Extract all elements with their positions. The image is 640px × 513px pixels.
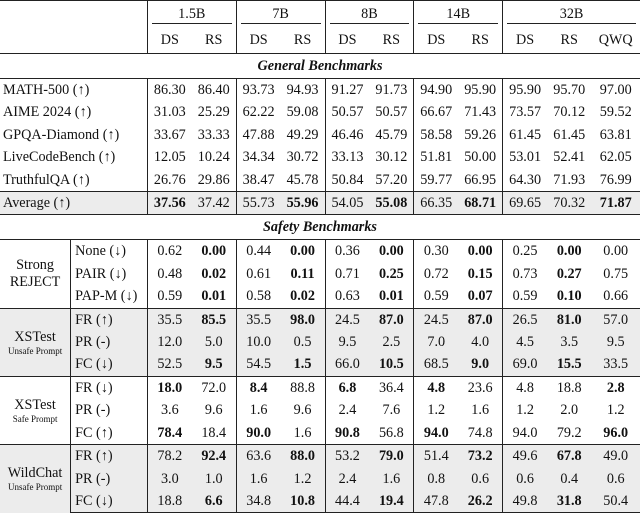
value-cell: 0.01 bbox=[201, 288, 227, 305]
group-title: WildChat bbox=[7, 465, 63, 482]
value-cell: 0.6 bbox=[503, 468, 547, 490]
value-cell: 94.90 bbox=[414, 79, 458, 102]
value-cell: 3.6 bbox=[147, 399, 191, 421]
value-cell: 0.4 bbox=[547, 468, 591, 490]
value-cell: 10.24 bbox=[197, 149, 230, 166]
value-cell: 30.72 bbox=[286, 149, 319, 166]
value-cell: 33.33 bbox=[197, 126, 230, 143]
value-cell: 4.5 bbox=[503, 331, 547, 353]
value-cell: 24.5 bbox=[414, 308, 458, 331]
value-cell: 58.58 bbox=[414, 124, 458, 146]
corner-cell bbox=[0, 1, 147, 28]
value-cell: 66.67 bbox=[414, 101, 458, 123]
value-cell: 94.0 bbox=[414, 422, 458, 445]
value-cell: 0.36 bbox=[325, 240, 369, 263]
value-cell: 91.27 bbox=[325, 79, 369, 102]
metric-label: PAIR (↓) bbox=[71, 263, 148, 285]
value-cell: 0.00 bbox=[591, 240, 640, 263]
value-cell: 64.30 bbox=[503, 169, 547, 192]
group-label bbox=[0, 445, 71, 513]
value-cell: 47.8 bbox=[414, 490, 458, 513]
value-cell: 24.5 bbox=[325, 308, 369, 331]
value-cell: 9.0 bbox=[458, 353, 502, 376]
value-cell: 62.22 bbox=[236, 101, 280, 123]
value-cell: 53.2 bbox=[325, 445, 369, 468]
metric-label: FC (↓) bbox=[71, 490, 148, 513]
group-label bbox=[0, 240, 71, 308]
value-cell: 52.41 bbox=[553, 149, 586, 166]
method-header: DS bbox=[325, 27, 369, 54]
value-cell: 55.96 bbox=[281, 192, 325, 215]
group-title: Strong bbox=[16, 257, 54, 274]
value-cell: 50.4 bbox=[591, 490, 640, 513]
value-cell: 59.26 bbox=[464, 126, 497, 143]
value-cell: 0.00 bbox=[547, 240, 591, 263]
metric-label: PR (-) bbox=[71, 468, 148, 490]
value-cell: 0.75 bbox=[603, 265, 629, 282]
value-cell: 44.4 bbox=[325, 490, 369, 513]
value-cell: 15.5 bbox=[547, 353, 591, 376]
value-cell: 0.63 bbox=[325, 285, 369, 308]
value-cell: 30.12 bbox=[375, 149, 408, 166]
value-cell: 0.6 bbox=[591, 468, 640, 490]
value-cell: 9.5 bbox=[591, 331, 640, 353]
value-cell: 71.93 bbox=[553, 171, 586, 188]
section-title: Safety Benchmarks bbox=[0, 215, 640, 240]
value-cell: 0.10 bbox=[556, 288, 582, 305]
value-cell: 45.78 bbox=[286, 171, 319, 188]
value-cell: 68.5 bbox=[414, 353, 458, 376]
value-cell: 0.25 bbox=[378, 265, 404, 282]
model-size-label: 14B bbox=[418, 5, 498, 24]
value-cell: 0.00 bbox=[458, 240, 502, 263]
average-label: Average (↑) bbox=[0, 192, 147, 215]
value-cell: 49.8 bbox=[503, 490, 547, 513]
value-cell: 59.77 bbox=[414, 169, 458, 192]
value-cell: 88.8 bbox=[281, 376, 325, 399]
value-cell: 29.86 bbox=[197, 171, 230, 188]
value-cell: 26.76 bbox=[147, 169, 191, 192]
value-cell: 95.70 bbox=[547, 79, 591, 102]
value-cell: 45.79 bbox=[375, 126, 408, 143]
value-cell: 7.6 bbox=[382, 402, 401, 419]
value-cell: 71.43 bbox=[464, 104, 497, 121]
value-cell: 0.62 bbox=[147, 240, 191, 263]
value-cell: 9.5 bbox=[192, 353, 236, 376]
value-cell: 95.90 bbox=[458, 79, 502, 102]
value-cell: 0.02 bbox=[290, 288, 315, 305]
value-cell: 35.5 bbox=[236, 308, 280, 331]
section-title: General Benchmarks bbox=[257, 58, 383, 74]
value-cell: 7.0 bbox=[414, 331, 458, 353]
value-cell: 85.5 bbox=[192, 308, 236, 331]
value-cell: 34.8 bbox=[236, 490, 280, 513]
value-cell: 79.2 bbox=[556, 424, 582, 441]
value-cell: 4.8 bbox=[414, 376, 458, 399]
value-cell: 0.5 bbox=[281, 331, 325, 353]
value-cell: 52.5 bbox=[147, 353, 191, 376]
value-cell: 0.59 bbox=[503, 285, 547, 308]
value-cell: 1.6 bbox=[369, 468, 413, 490]
value-cell: 95.90 bbox=[503, 79, 547, 102]
value-cell: 31.8 bbox=[547, 490, 591, 513]
value-cell: 50.57 bbox=[325, 101, 369, 123]
benchmark-name: MATH-500 (↑) bbox=[0, 79, 147, 102]
value-cell: 1.0 bbox=[192, 468, 236, 490]
value-cell: 86.40 bbox=[192, 79, 236, 102]
value-cell: 49.6 bbox=[503, 445, 547, 468]
value-cell: 12.0 bbox=[147, 331, 191, 353]
value-cell: 19.4 bbox=[369, 490, 413, 513]
value-cell: 0.00 bbox=[281, 240, 325, 263]
value-cell: 63.81 bbox=[599, 126, 632, 143]
method-header: RS bbox=[458, 27, 502, 54]
value-cell: 71.87 bbox=[591, 192, 640, 215]
value-cell: 63.6 bbox=[236, 445, 280, 468]
value-cell: 0.66 bbox=[603, 288, 629, 305]
value-cell: 46.46 bbox=[325, 124, 369, 146]
value-cell: 66.0 bbox=[325, 353, 369, 376]
value-cell: 31.03 bbox=[147, 101, 191, 123]
value-cell: 50.57 bbox=[375, 104, 408, 121]
value-cell: 5.0 bbox=[192, 331, 236, 353]
value-cell: 33.67 bbox=[147, 124, 191, 146]
value-cell: 55.08 bbox=[369, 192, 413, 215]
model-size-header bbox=[414, 1, 503, 28]
value-cell: 1.2 bbox=[503, 399, 547, 421]
value-cell: 73.57 bbox=[503, 101, 547, 123]
value-cell: 6.8 bbox=[325, 376, 369, 399]
value-cell: 76.99 bbox=[599, 171, 632, 188]
value-cell: 0.15 bbox=[467, 265, 493, 282]
value-cell: 67.8 bbox=[547, 445, 591, 468]
value-cell: 81.0 bbox=[547, 308, 591, 331]
value-cell: 54.05 bbox=[325, 192, 369, 215]
value-cell: 18.8 bbox=[147, 490, 191, 513]
value-cell: 0.72 bbox=[414, 263, 458, 285]
metric-label: PR (-) bbox=[71, 331, 148, 353]
value-cell: 18.0 bbox=[147, 376, 191, 399]
value-cell: 0.00 bbox=[192, 240, 236, 263]
value-cell: 96.0 bbox=[603, 424, 629, 441]
value-cell: 0.59 bbox=[414, 285, 458, 308]
benchmark-name: AIME 2024 (↑) bbox=[3, 104, 92, 121]
value-cell: 1.2 bbox=[281, 468, 325, 490]
value-cell: 87.0 bbox=[369, 308, 413, 331]
metric-label: FR (↑) bbox=[71, 308, 148, 331]
value-cell: 94.93 bbox=[281, 79, 325, 102]
value-cell: 79.0 bbox=[369, 445, 413, 468]
value-cell: 3.5 bbox=[547, 331, 591, 353]
value-cell: 0.01 bbox=[378, 288, 404, 305]
metric-label: PR (-) bbox=[71, 399, 148, 421]
value-cell: 0.30 bbox=[414, 240, 458, 263]
value-cell: 26.2 bbox=[458, 490, 502, 513]
value-cell: 3.0 bbox=[147, 468, 191, 490]
value-cell: 0.27 bbox=[556, 265, 582, 282]
value-cell: 57.20 bbox=[375, 171, 408, 188]
value-cell: 55.73 bbox=[236, 192, 280, 215]
model-size-label: 7B bbox=[241, 5, 321, 24]
value-cell: 1.6 bbox=[236, 468, 280, 490]
metric-label: FR (↑) bbox=[71, 445, 148, 468]
value-cell: 53.01 bbox=[503, 146, 547, 168]
value-cell: 12.05 bbox=[147, 146, 191, 168]
value-cell: 4.0 bbox=[458, 331, 502, 353]
value-cell: 0.00 bbox=[369, 240, 413, 263]
value-cell: 90.0 bbox=[236, 422, 280, 445]
value-cell: 18.8 bbox=[547, 376, 591, 399]
value-cell: 69.65 bbox=[503, 192, 547, 215]
metric-label: PAP-M (↓) bbox=[71, 285, 148, 308]
value-cell: 0.02 bbox=[201, 265, 227, 282]
value-cell: 1.2 bbox=[414, 399, 458, 421]
method-header: DS bbox=[236, 27, 280, 54]
value-cell: 37.56 bbox=[147, 192, 191, 215]
method-header: RS bbox=[281, 27, 325, 54]
value-cell: 10.8 bbox=[281, 490, 325, 513]
value-cell: 9.6 bbox=[204, 402, 223, 419]
value-cell: 1.6 bbox=[293, 424, 312, 441]
value-cell: 33.5 bbox=[591, 353, 640, 376]
method-header: RS bbox=[192, 27, 236, 54]
group-subtitle: Unsafe Prompt bbox=[7, 482, 63, 493]
value-cell: 0.48 bbox=[147, 263, 191, 285]
value-cell: 90.8 bbox=[325, 422, 369, 445]
value-cell: 72.0 bbox=[192, 376, 236, 399]
value-cell: 0.58 bbox=[236, 285, 280, 308]
value-cell: 34.34 bbox=[236, 146, 280, 168]
value-cell: 50.84 bbox=[325, 169, 369, 192]
value-cell: 1.2 bbox=[606, 402, 625, 419]
metric-label: FC (↓) bbox=[71, 353, 148, 376]
value-cell: 59.52 bbox=[599, 104, 632, 121]
value-cell: 88.0 bbox=[281, 445, 325, 468]
value-cell: 26.5 bbox=[503, 308, 547, 331]
metric-label: None (↓) bbox=[71, 240, 148, 263]
value-cell: 2.4 bbox=[325, 468, 369, 490]
value-cell: 61.45 bbox=[553, 126, 586, 143]
metric-label: FR (↓) bbox=[71, 376, 148, 399]
value-cell: 57.0 bbox=[591, 308, 640, 331]
value-cell: 78.4 bbox=[147, 422, 191, 445]
group-label bbox=[0, 308, 71, 376]
corner-cell bbox=[0, 27, 147, 54]
value-cell: 91.73 bbox=[369, 79, 413, 102]
value-cell: 0.07 bbox=[467, 288, 493, 305]
value-cell: 6.6 bbox=[192, 490, 236, 513]
value-cell: 51.81 bbox=[414, 146, 458, 168]
value-cell: 66.35 bbox=[414, 192, 458, 215]
value-cell: 51.4 bbox=[414, 445, 458, 468]
value-cell: 1.6 bbox=[471, 402, 490, 419]
group-title: XSTest bbox=[14, 396, 56, 413]
group-title: XSTest bbox=[14, 328, 56, 345]
value-cell: 0.61 bbox=[236, 263, 280, 285]
value-cell: 61.45 bbox=[503, 124, 547, 146]
model-size-header bbox=[236, 1, 325, 28]
value-cell: 78.2 bbox=[147, 445, 191, 468]
benchmark-name: GPQA-Diamond (↑) bbox=[3, 126, 120, 143]
value-cell: 8.4 bbox=[236, 376, 280, 399]
value-cell: 0.59 bbox=[147, 285, 191, 308]
metric-label: FC (↑) bbox=[71, 422, 148, 445]
value-cell: 25.29 bbox=[197, 104, 230, 121]
value-cell: 68.71 bbox=[458, 192, 502, 215]
value-cell: 10.0 bbox=[236, 331, 280, 353]
value-cell: 94.0 bbox=[503, 422, 547, 445]
value-cell: 9.5 bbox=[325, 331, 369, 353]
value-cell: 0.6 bbox=[458, 468, 502, 490]
value-cell: 92.4 bbox=[192, 445, 236, 468]
value-cell: 70.12 bbox=[553, 104, 586, 121]
method-header: RS bbox=[547, 27, 591, 54]
value-cell: 38.47 bbox=[236, 169, 280, 192]
value-cell: 98.0 bbox=[281, 308, 325, 331]
benchmark-name: LiveCodeBench (↑) bbox=[3, 149, 116, 166]
value-cell: 0.25 bbox=[503, 240, 547, 263]
value-cell: 4.8 bbox=[503, 376, 547, 399]
value-cell: 33.13 bbox=[325, 146, 369, 168]
value-cell: 9.6 bbox=[293, 402, 312, 419]
value-cell: 0.73 bbox=[503, 263, 547, 285]
value-cell: 35.5 bbox=[147, 308, 191, 331]
value-cell: 2.4 bbox=[325, 399, 369, 421]
value-cell: 93.73 bbox=[236, 79, 280, 102]
group-label bbox=[0, 376, 71, 444]
value-cell: 54.5 bbox=[236, 353, 280, 376]
value-cell: 62.05 bbox=[599, 149, 632, 166]
value-cell: 0.8 bbox=[414, 468, 458, 490]
value-cell: 49.0 bbox=[591, 445, 640, 468]
model-size-header bbox=[147, 1, 236, 28]
value-cell: 36.4 bbox=[369, 376, 413, 399]
value-cell: 49.29 bbox=[286, 126, 319, 143]
value-cell: 59.08 bbox=[286, 104, 319, 121]
group-subtitle: Safe Prompt bbox=[12, 413, 58, 424]
value-cell: 2.8 bbox=[591, 376, 640, 399]
value-cell: 70.32 bbox=[547, 192, 591, 215]
value-cell: 0.71 bbox=[325, 263, 369, 285]
method-header: RS bbox=[369, 27, 413, 54]
value-cell: 18.4 bbox=[201, 424, 227, 441]
value-cell: 23.6 bbox=[458, 376, 502, 399]
model-size-header bbox=[325, 1, 414, 28]
benchmark-name: TruthfulQA (↑) bbox=[3, 171, 90, 188]
value-cell: 10.5 bbox=[369, 353, 413, 376]
value-cell: 0.11 bbox=[290, 265, 315, 282]
group-title-2: REJECT bbox=[9, 274, 61, 291]
value-cell: 73.2 bbox=[458, 445, 502, 468]
value-cell: 2.0 bbox=[560, 402, 579, 419]
method-header: DS bbox=[414, 27, 458, 54]
value-cell: 56.8 bbox=[378, 424, 404, 441]
method-header: QWQ bbox=[591, 27, 640, 54]
value-cell: 50.00 bbox=[464, 149, 497, 166]
value-cell: 66.95 bbox=[464, 171, 497, 188]
value-cell: 97.00 bbox=[591, 79, 640, 102]
value-cell: 74.8 bbox=[467, 424, 493, 441]
value-cell: 1.6 bbox=[236, 399, 280, 421]
model-size-label: 8B bbox=[330, 5, 410, 24]
value-cell: 47.88 bbox=[236, 124, 280, 146]
value-cell: 0.44 bbox=[236, 240, 280, 263]
value-cell: 86.30 bbox=[147, 79, 191, 102]
value-cell: 69.0 bbox=[503, 353, 547, 376]
method-header: DS bbox=[503, 27, 547, 54]
group-subtitle: Unsafe Prompt bbox=[7, 345, 63, 356]
model-size-label: 32B bbox=[507, 5, 636, 24]
value-cell: 2.5 bbox=[369, 331, 413, 353]
value-cell: 87.0 bbox=[458, 308, 502, 331]
model-size-header bbox=[503, 1, 640, 28]
method-header: DS bbox=[147, 27, 191, 54]
value-cell: 37.42 bbox=[192, 192, 236, 215]
model-size-label: 1.5B bbox=[152, 5, 232, 24]
value-cell: 1.5 bbox=[281, 353, 325, 376]
